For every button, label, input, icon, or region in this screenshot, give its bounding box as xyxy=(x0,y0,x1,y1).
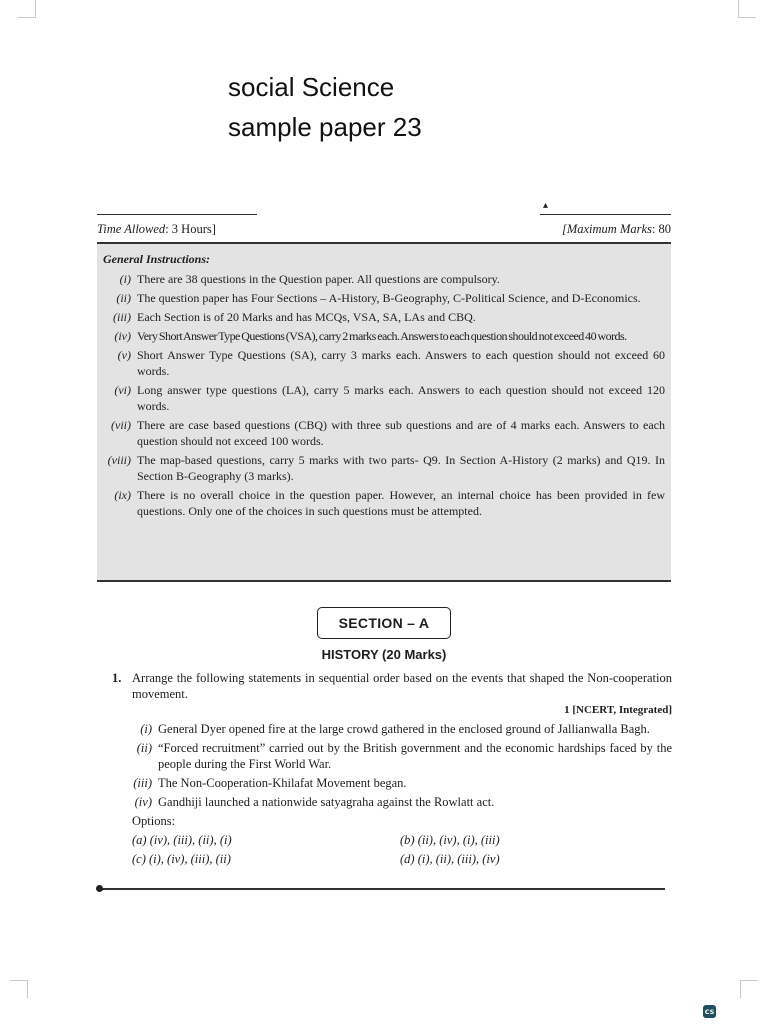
crop-mark-top-right xyxy=(738,0,756,18)
camscanner-logo-icon: CS xyxy=(703,1005,716,1018)
statement-item: (iii) The Non-Cooperation-Khilafat Movement began. xyxy=(133,776,407,790)
footer-rule-dot xyxy=(96,885,103,892)
maximum-marks: [Maximum Marks: 80 xyxy=(561,222,671,236)
instruction-item: (viii) The map-based questions, carry 5 marks with two parts- Q9. In Section A-History (2 marks) and Q19. In Section B-Geography (3 marks). xyxy=(107,453,665,483)
statement-item: (i) General Dyer opened fire at the large crowd gathered in the enclosed ground of Jallianwalla Bagh. xyxy=(140,722,650,736)
instruction-item: (vi) Long answer type questions (LA), carry 5 marks each. Answers to each question should not exceed 120 words. xyxy=(114,383,665,413)
question-marks-tag: 1 [NCERT, Integrated] xyxy=(564,704,672,716)
section-heading: SECTION – A xyxy=(317,607,451,639)
crop-mark-bottom-left xyxy=(10,980,28,998)
question-text: Arrange the following statements in sequential order based on the events that shaped the Non-cooperation movement. xyxy=(132,671,672,701)
header-rule-left xyxy=(97,214,257,215)
general-instructions-box xyxy=(97,242,671,582)
instruction-item: (ix) There is no overall choice in the question paper. However, an internal choice has been provided in few questions. Only one of the choices in such questions must be attempted. xyxy=(114,488,665,518)
option-c: (c) (i), (iv), (iii), (ii) xyxy=(132,852,231,866)
statement-item: (iv) Gandhiji launched a nationwide satyagraha against the Rowlatt act. xyxy=(134,795,495,809)
question-stem xyxy=(112,670,672,702)
instruction-item: (i) There are 38 questions in the Question paper. All questions are compulsory. xyxy=(119,272,500,286)
option-b: (b) (ii), (iv), (i), (iii) xyxy=(400,833,500,847)
section-subheading: HISTORY (20 Marks) xyxy=(321,647,447,662)
instruction-item: (ii) The question paper has Four Sections – A-History, B-Geography, C-Political Science, and D-Economics. xyxy=(116,291,641,305)
instruction-item: (v) Short Answer Type Questions (SA), carry 3 marks each. Answers to each question should not exceed 60 words. xyxy=(117,348,665,378)
footer-rule xyxy=(97,888,665,890)
handwritten-title: social Science xyxy=(228,72,395,102)
handwritten-subtitle: sample paper 23 xyxy=(228,112,422,142)
option-d: (d) (i), (ii), (iii), (iv) xyxy=(400,852,500,866)
time-allowed: Time Allowed: 3 Hours] xyxy=(97,222,216,236)
scan-mark-icon: ▴ xyxy=(543,200,549,211)
option-a: (a) (iv), (iii), (ii), (i) xyxy=(132,833,232,847)
instruction-item: (iv) Very Short Answer Type Questions (VSA), carry 2 marks each. Answers to each question should not exceed 40 words. xyxy=(114,329,627,343)
instruction-item: (iii) Each Section is of 20 Marks and has MCQs, VSA, SA, LAs and CBQ. xyxy=(113,310,476,324)
header-rule-right xyxy=(540,214,671,215)
question-number: 1. xyxy=(112,671,122,685)
crop-mark-bottom-right xyxy=(740,980,758,998)
statement-item: (ii) “Forced recruitment” carried out by the British government and the economic hardships faced by the people during the First World War. xyxy=(136,741,672,771)
question-1 xyxy=(112,670,672,867)
options-label: Options: xyxy=(132,814,176,828)
paper-meta-row xyxy=(97,222,671,237)
instructions-title: General Instructions: xyxy=(103,252,211,266)
instruction-item: (vii) There are case based questions (CBQ) with three sub questions and are of 4 marks each. Answers to each question should not exceed 100 words. xyxy=(111,418,665,448)
crop-mark-top-left xyxy=(18,0,36,18)
